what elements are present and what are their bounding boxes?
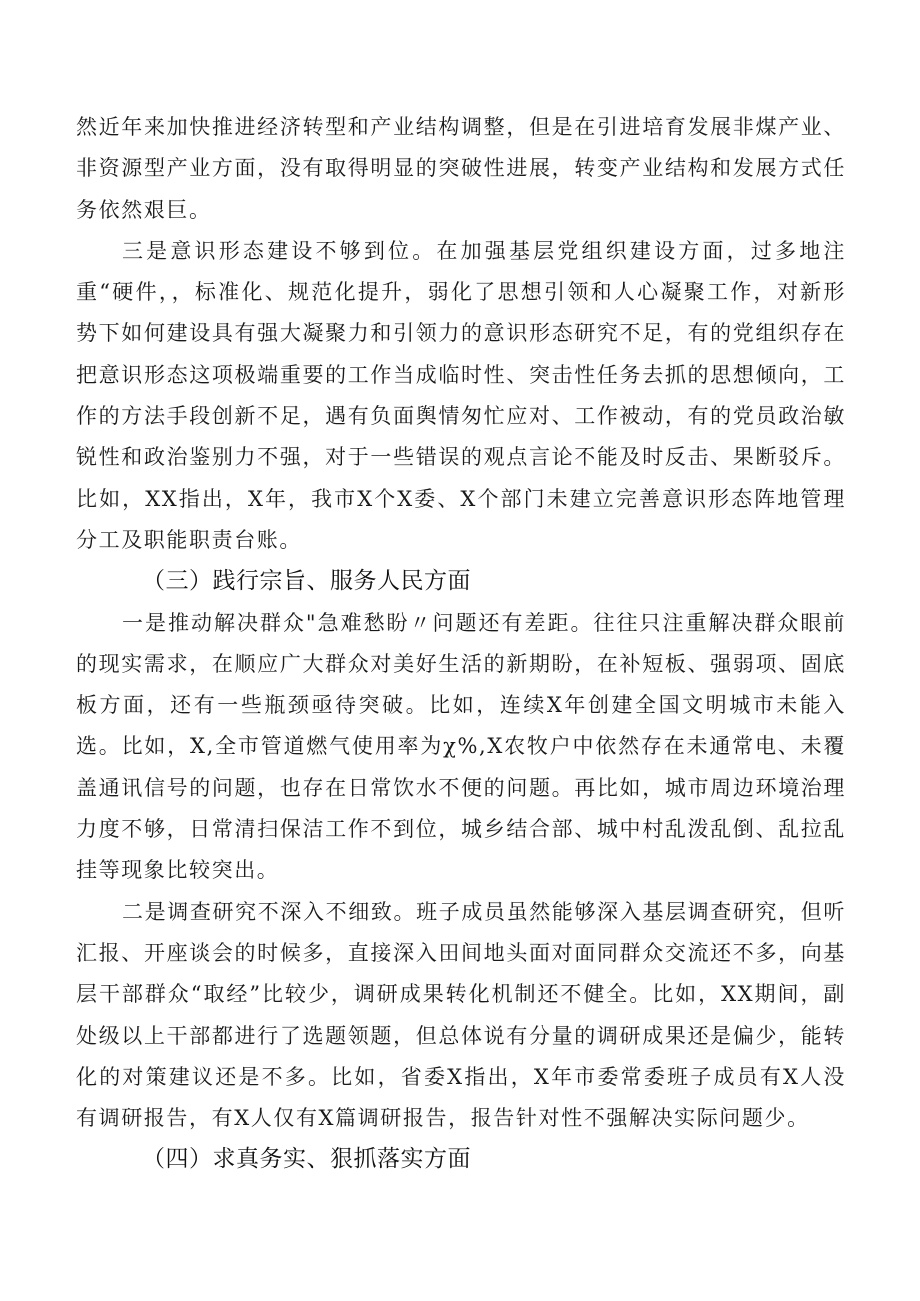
paragraph-economic-transition: 然近年来加快推进经济转型和产业结构调整，但是在引进培育发展非煤产业、非资源型产业方面，没有取得明显的突破性进展，转变产业结构和发展方式任务依然艰巨。 xyxy=(76,115,846,222)
document-body xyxy=(76,107,846,1181)
paragraph-ideology-construction: 三是意识形态建设不够到位。在加强基层党组织建设方面，过多地注重“硬件，，标准化、规范化提升，弱化了思想引领和人心凝聚工作，对新形势下如何建设具有强大凝聚力和引领力的意识形态研究不足，有的党组织存在把意识形态这项极端重要的工作当成临时性、突击性任务去抓的思想倾向，工作的方法手段创新不足，遇有负面舆情匆忙应对、工作被动，有的党员政治敏锐性和政治鉴别力不强，对于一些错误的观点言论不能及时反击、果断驳斥。比如，XX指出，X年，我市X个X委、X个部门未建立完善意识形态阵地管理分工及职能职责台账。 xyxy=(76,238,846,552)
section-heading-serve-people: （三）践行宗旨、服务人民方面 xyxy=(142,568,471,595)
paragraph-urgent-needs: 一是推动解决群众"急难愁盼〃问题还有差距。往往只注重解决群众眼前的现实需求，在顺应广大群众对美好生活的新期盼，在补短板、强弱项、固底板方面，还有一些瓶颈亟待突破。比如，连续X年创建全国文明城市未能入选。比如，X,全市管道燃气使用率为χ%,X农牧户中依然存在未通常电、未覆盖通讯信号的问题，也存在日常饮水不便的问题。再比如，城市周边环境治理力度不够，日常清扫保洁工作不到位，城乡结合部、城中村乱泼乱倒、乱拉乱挂等现象比较突出。 xyxy=(76,610,846,883)
paragraph-research-investigation: 二是调查研究不深入不细致。班子成员虽然能够深入基层调查研究，但听汇报、开座谈会的时候多，直接深入田间地头面对面同群众交流还不多，向基层干部群众“取经”比较少，调研成果转化机制还不健全。比如，XX期间，副处级以上干部都进行了选题领题，但总体说有分量的调研成果还是偏少，能转化的对策建议还是不多。比如，省委X指出，X年市委常委班子成员有X人没有调研报告，有X人仅有X篇调研报告，报告针对性不强解决实际问题少。 xyxy=(76,899,846,1131)
section-heading-pragmatic-implementation: （四）求真务实、狠抓落实方面 xyxy=(142,1146,471,1173)
